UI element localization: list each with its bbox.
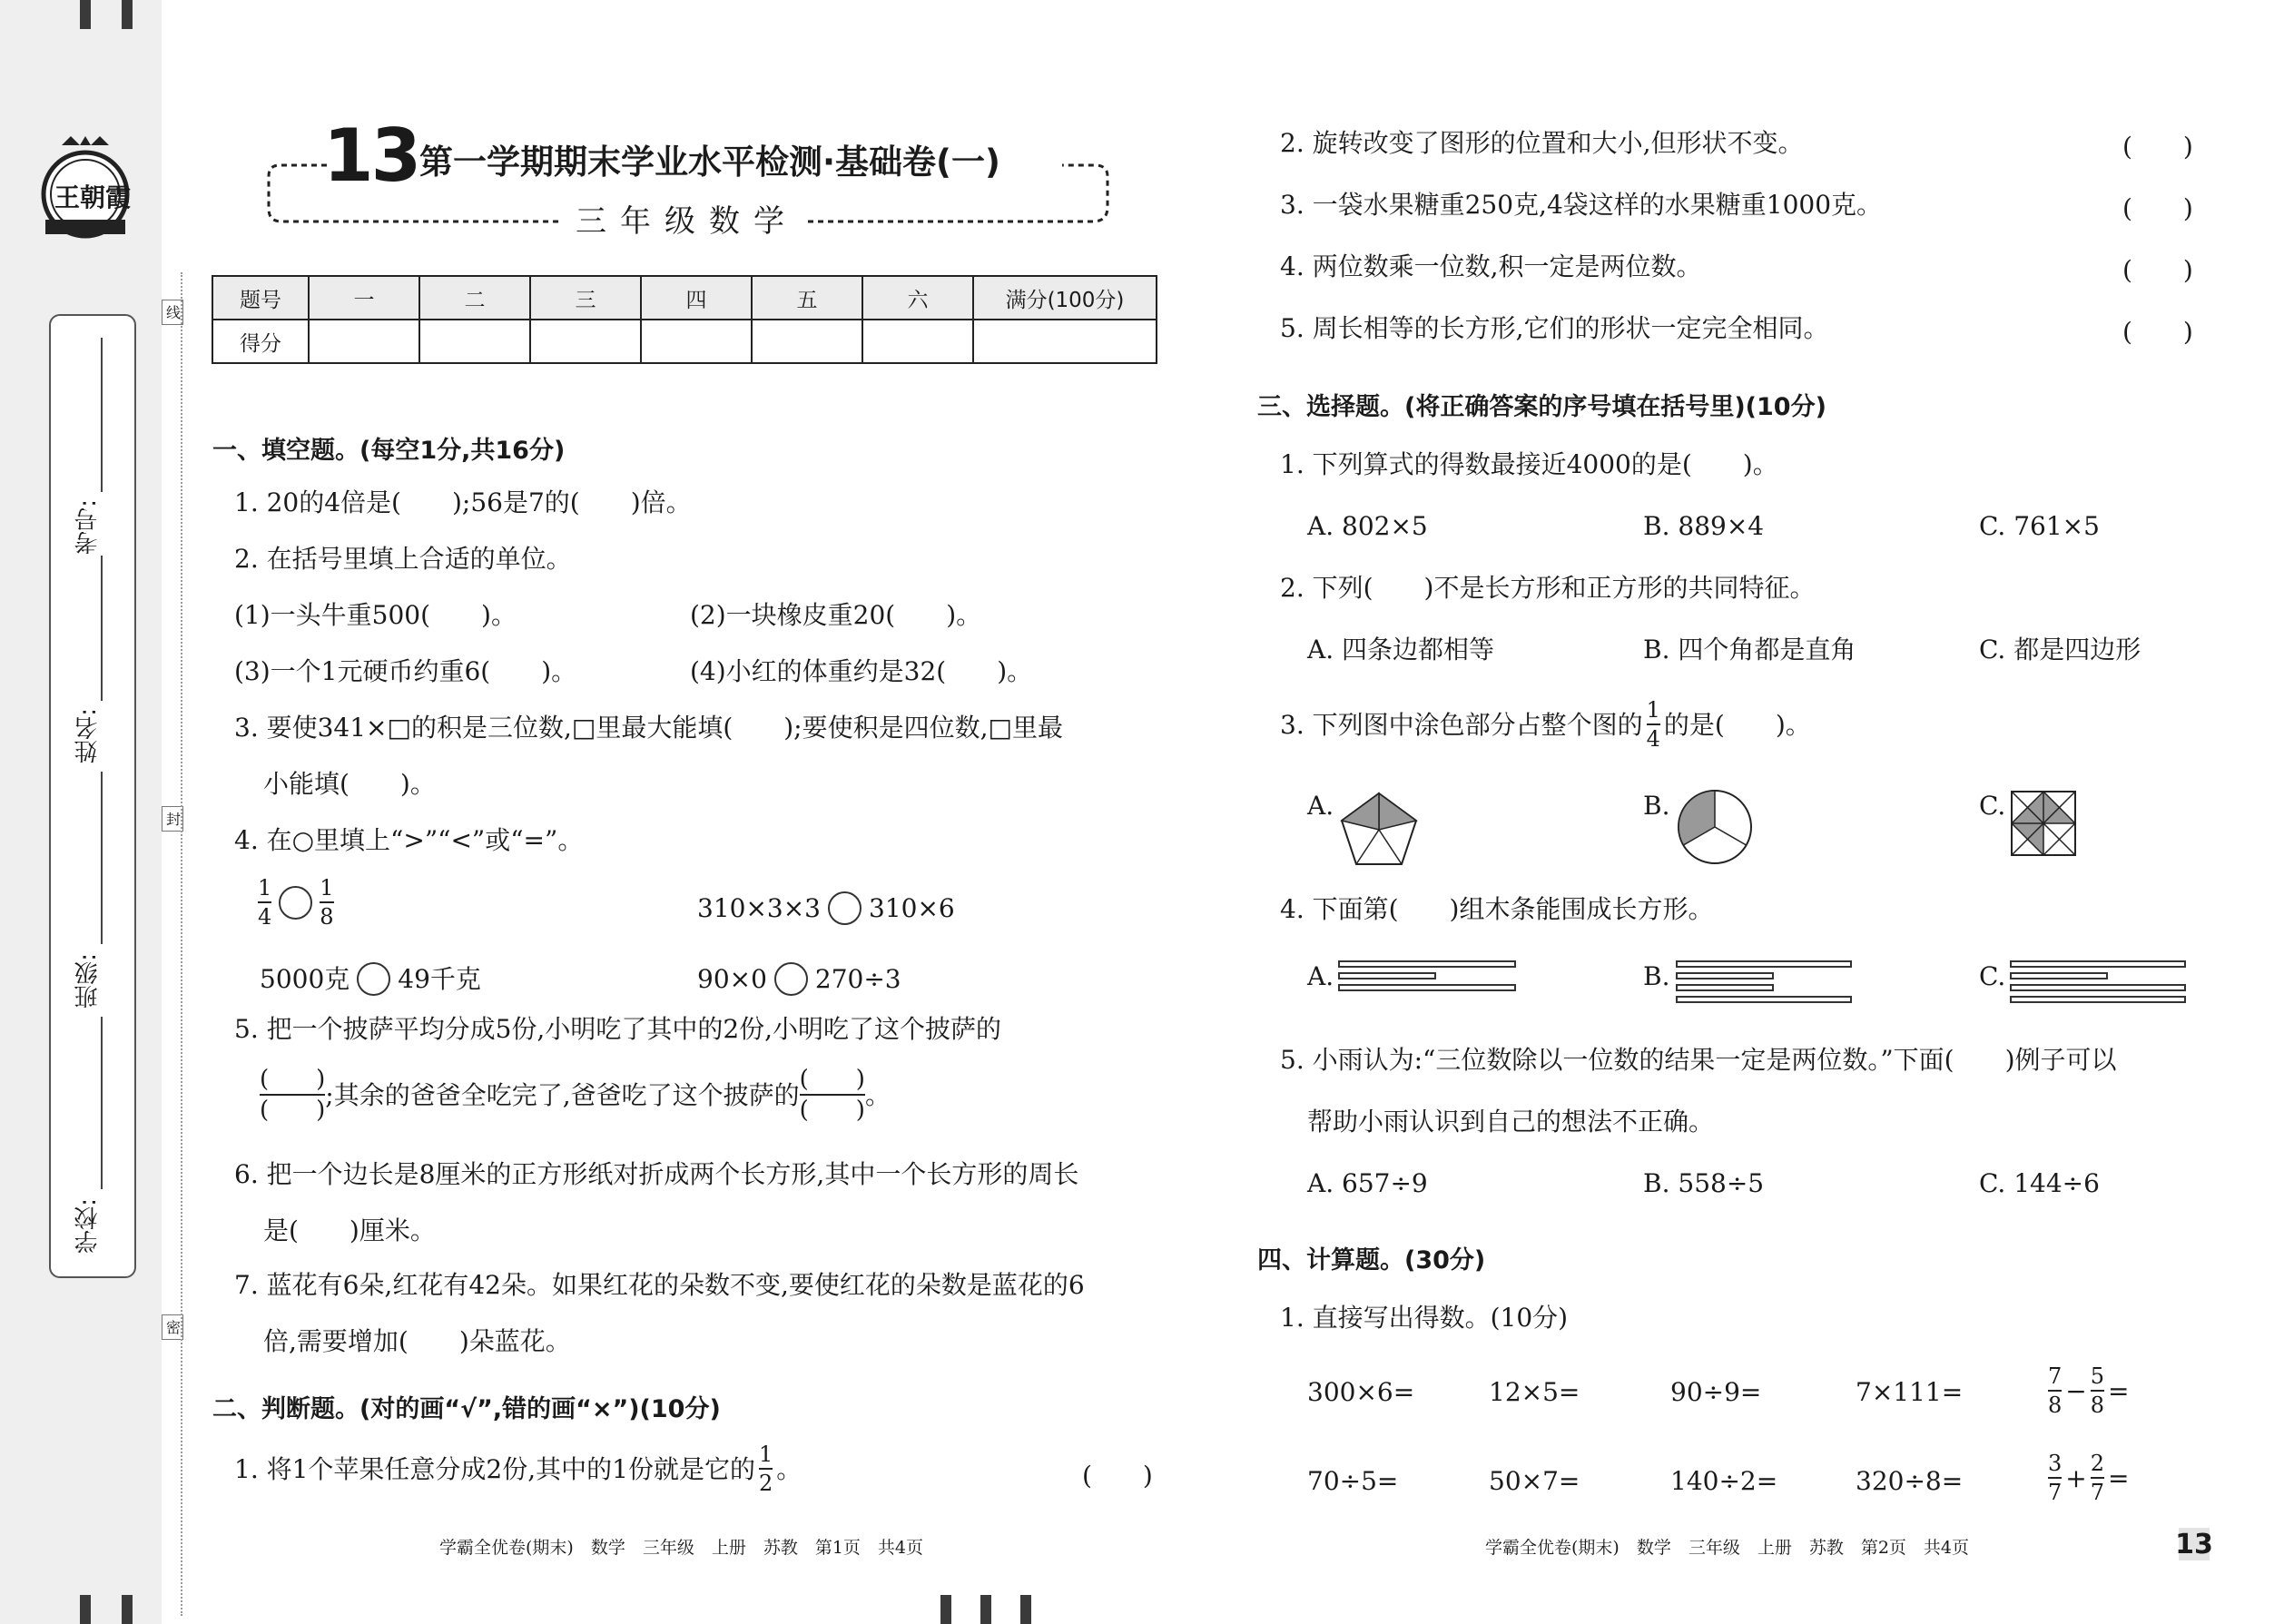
paper-number: 13 xyxy=(323,113,419,198)
page-footer: 学霸全优卷(期末) 数学 三年级 上册 苏教 第2页 共4页 xyxy=(1485,1538,1970,1558)
question-2-4: (4)小红的体重约是32( )。 xyxy=(690,656,1033,686)
choice-1: 1. 下列算式的得数最接近4000的是( )。 xyxy=(1280,449,1778,479)
pentagon-figure[interactable] xyxy=(1338,790,1420,868)
registration-mark xyxy=(980,1595,991,1624)
registration-mark xyxy=(80,1595,91,1624)
compare-c: 5000克 49千克 xyxy=(260,964,481,994)
answer-paren[interactable]: ( ) xyxy=(2122,132,2193,162)
score-cell[interactable] xyxy=(862,320,973,363)
choice-2-b[interactable]: B. 四个角都是直角 xyxy=(1643,635,1856,664)
choice-5: 5. 小雨认为:“三位数除以一位数的结果一定是两位数。”下面( )例子可以 xyxy=(1280,1045,2117,1075)
question-2-1: (1)一头牛重500( )。 xyxy=(234,600,517,630)
choice-3: 3. 下列图中涂色部分占整个图的 $\frac{1}{4}$ 的是( )。 xyxy=(1280,697,1811,752)
question-2-3: (3)一个1元硬币约重6( )。 xyxy=(234,656,577,686)
calc-item[interactable]: 320÷8= xyxy=(1856,1466,1964,1496)
score-cell[interactable] xyxy=(419,320,530,363)
table-header-cell: 二 xyxy=(419,276,530,320)
score-cell[interactable] xyxy=(973,320,1157,363)
table-header-cell: 五 xyxy=(752,276,862,320)
registration-mark xyxy=(1020,1595,1031,1624)
judge-4: 4. 两位数乘一位数,积一定是两位数。 xyxy=(1280,251,1702,281)
sticks-group-c[interactable] xyxy=(2010,960,2188,1003)
school-label: 学校: xyxy=(74,1198,102,1254)
fraction: $\frac{1}{4}$ xyxy=(1646,697,1660,752)
choice-5-b[interactable]: B. 558÷5 xyxy=(1643,1168,1765,1198)
calc-item[interactable]: 7×111= xyxy=(1856,1377,1964,1407)
score-table xyxy=(212,275,1157,364)
answer-paren[interactable]: ( ) xyxy=(1082,1461,1153,1491)
choice-2-a[interactable]: A. 四条边都相等 xyxy=(1307,635,1495,664)
answer-fraction[interactable]: $\frac{( )}{( )}$ xyxy=(799,1066,865,1124)
compare-circle[interactable] xyxy=(357,962,390,996)
circle-figure[interactable] xyxy=(1676,788,1754,866)
calc-item[interactable]: 300×6= xyxy=(1307,1377,1415,1407)
choice-4-c-label[interactable]: C. xyxy=(1979,961,2006,991)
question-2-2: (2)一块橡皮重20( )。 xyxy=(690,600,982,630)
judge-3: 3. 一袋水果糖重250克,4袋这样的水果糖重1000克。 xyxy=(1280,190,1883,220)
question-1: 1. 20的4倍是( );56是7的( )倍。 xyxy=(234,487,692,517)
score-table-row xyxy=(212,320,1157,363)
choice-4: 4. 下面第( )组木条能围成长方形。 xyxy=(1280,894,1714,924)
calc-item[interactable]: 140÷2= xyxy=(1670,1466,1778,1496)
calc-item[interactable]: 12×5= xyxy=(1489,1377,1580,1407)
answer-paren[interactable]: ( ) xyxy=(2122,317,2193,347)
score-table-header xyxy=(212,276,1157,320)
publisher-logo xyxy=(34,134,136,240)
compare-circle[interactable] xyxy=(828,891,861,925)
question-6: 6. 把一个边长是8厘米的正方形纸对折成两个长方形,其中一个长方形的周长 xyxy=(234,1159,1079,1189)
choice-3-a-label[interactable]: A. xyxy=(1307,791,1334,821)
registration-mark xyxy=(122,0,133,29)
choice-4-b-label[interactable]: B. xyxy=(1643,961,1670,991)
question-4: 4. 在○里填上“>”“<”或“=”。 xyxy=(234,825,584,855)
exam-number-field[interactable] xyxy=(101,338,103,492)
table-header-cell: 六 xyxy=(862,276,973,320)
exam-number-label: 考号: xyxy=(74,499,102,555)
question-6-cont: 是( )厘米。 xyxy=(263,1216,436,1245)
table-header-cell: 题号 xyxy=(212,276,309,320)
section-calculation: 四、计算题。(30分) xyxy=(1257,1246,1486,1275)
choice-2-c[interactable]: C. 都是四边形 xyxy=(1979,635,2141,664)
cut-mark: 密 xyxy=(162,1314,183,1340)
page-title: 第一学期期末学业水平检测·基础卷(一) xyxy=(419,143,1000,182)
question-5: 5. 把一个披萨平均分成5份,小明吃了其中的2份,小明吃了这个披萨的 xyxy=(234,1014,1002,1044)
page-footer: 学霸全优卷(期末) 数学 三年级 上册 苏教 第1页 共4页 xyxy=(439,1538,924,1558)
calc-instruction: 1. 直接写出得数。(10分) xyxy=(1280,1303,1569,1333)
sticks-group-b[interactable] xyxy=(1676,960,1854,1003)
table-header-cell: 四 xyxy=(641,276,752,320)
question-3-cont: 小能填( )。 xyxy=(263,769,436,799)
judge-2: 2. 旋转改变了图形的位置和大小,但形状不变。 xyxy=(1280,128,1804,158)
choice-1-a[interactable]: A. 802×5 xyxy=(1307,511,1428,541)
answer-paren[interactable]: ( ) xyxy=(2122,193,2193,223)
cut-mark: 线 xyxy=(162,300,183,325)
calc-fraction-item[interactable]: $\frac{7}{8}$ − $\frac{5}{8}$ = xyxy=(2048,1363,2130,1418)
answer-paren[interactable]: ( ) xyxy=(2122,255,2193,285)
section-choice: 三、选择题。(将正确答案的序号填在括号里)(10分) xyxy=(1257,393,1826,421)
table-header-cell: 满分(100分) xyxy=(973,276,1157,320)
table-header-cell: 一 xyxy=(309,276,419,320)
student-info-box xyxy=(49,314,136,1278)
logo-text: 王朝霞 xyxy=(54,182,132,212)
page-subtitle: 三年级数学 xyxy=(576,203,798,240)
section-fill-in: 一、填空题。(每空1分,共16分) xyxy=(212,437,566,465)
choice-5-a[interactable]: A. 657÷9 xyxy=(1307,1168,1428,1198)
question-2: 2. 在括号里填上合适的单位。 xyxy=(234,544,572,574)
fraction: $\frac{1}{4}$ xyxy=(258,875,272,930)
table-header-cell: 三 xyxy=(530,276,641,320)
score-row-label: 得分 xyxy=(212,320,309,363)
sticks-group-a[interactable] xyxy=(1338,960,1516,996)
name-label: 姓名: xyxy=(74,708,102,763)
question-3: 3. 要使341×□的积是三位数,□里最大能填( );要使积是四位数,□里最 xyxy=(234,713,1063,743)
section-true-false: 二、判断题。(对的画“√”,错的画“×”)(10分) xyxy=(212,1395,721,1423)
fraction: $\frac{1}{2}$ xyxy=(758,1442,773,1496)
choice-5-cont: 帮助小雨认识到自己的想法不正确。 xyxy=(1307,1107,1715,1137)
question-5-cont: $\frac{( )}{( )}$ ;其余的爸爸全吃完了,爸爸吃了这个披萨的 $\frac{( )}{( )}$ 。 xyxy=(260,1066,891,1124)
class-label: 班级: xyxy=(74,953,102,1009)
answer-fraction[interactable]: $\frac{( )}{( )}$ xyxy=(260,1066,326,1124)
name-field[interactable] xyxy=(101,556,103,701)
choice-3-b-label[interactable]: B. xyxy=(1643,791,1670,821)
choice-5-c[interactable]: C. 144÷6 xyxy=(1979,1168,2100,1198)
score-cell[interactable] xyxy=(641,320,752,363)
choice-4-a-label[interactable]: A. xyxy=(1307,961,1334,991)
score-cell[interactable] xyxy=(530,320,641,363)
compare-d: 90×0 270÷3 xyxy=(697,964,901,994)
registration-mark xyxy=(122,1595,133,1624)
choice-1-b[interactable]: B. 889×4 xyxy=(1643,511,1765,541)
cut-line xyxy=(181,272,182,1616)
registration-mark xyxy=(940,1595,951,1624)
class-field[interactable] xyxy=(101,772,103,944)
score-cell[interactable] xyxy=(752,320,862,363)
compare-b: 310×3×3 310×6 xyxy=(697,893,955,923)
question-7-cont: 倍,需要增加( )朵蓝花。 xyxy=(263,1326,571,1356)
choice-2: 2. 下列( )不是长方形和正方形的共同特征。 xyxy=(1280,573,1816,603)
judge-1: 1. 将1个苹果任意分成2份,其中的1份就是它的 $\frac{1}{2}$ 。 xyxy=(234,1442,802,1496)
fraction: $\frac{1}{8}$ xyxy=(320,875,334,930)
calc-item[interactable]: 50×7= xyxy=(1489,1466,1580,1496)
compare-a xyxy=(258,877,334,928)
page-number: 13 xyxy=(2175,1528,2213,1560)
registration-mark xyxy=(80,0,91,29)
compare-circle[interactable] xyxy=(279,886,312,920)
judge-5: 5. 周长相等的长方形,它们的形状一定完全相同。 xyxy=(1280,313,1829,343)
question-7: 7. 蓝花有6朵,红花有42朵。如果红花的朵数不变,要使红花的朵数是蓝花的6 xyxy=(234,1270,1085,1300)
school-field[interactable] xyxy=(101,1017,103,1189)
square-figure[interactable] xyxy=(2010,790,2077,857)
compare-circle[interactable] xyxy=(774,962,808,996)
calc-fraction-item[interactable]: $\frac{3}{7}$ + $\frac{2}{7}$ = xyxy=(2048,1451,2130,1505)
score-cell[interactable] xyxy=(309,320,419,363)
calc-item[interactable]: 70÷5= xyxy=(1307,1466,1399,1496)
calc-item[interactable]: 90÷9= xyxy=(1670,1377,1762,1407)
cut-mark: 封 xyxy=(162,806,183,832)
choice-1-c[interactable]: C. 761×5 xyxy=(1979,511,2100,541)
choice-3-c-label[interactable]: C. xyxy=(1979,791,2006,821)
